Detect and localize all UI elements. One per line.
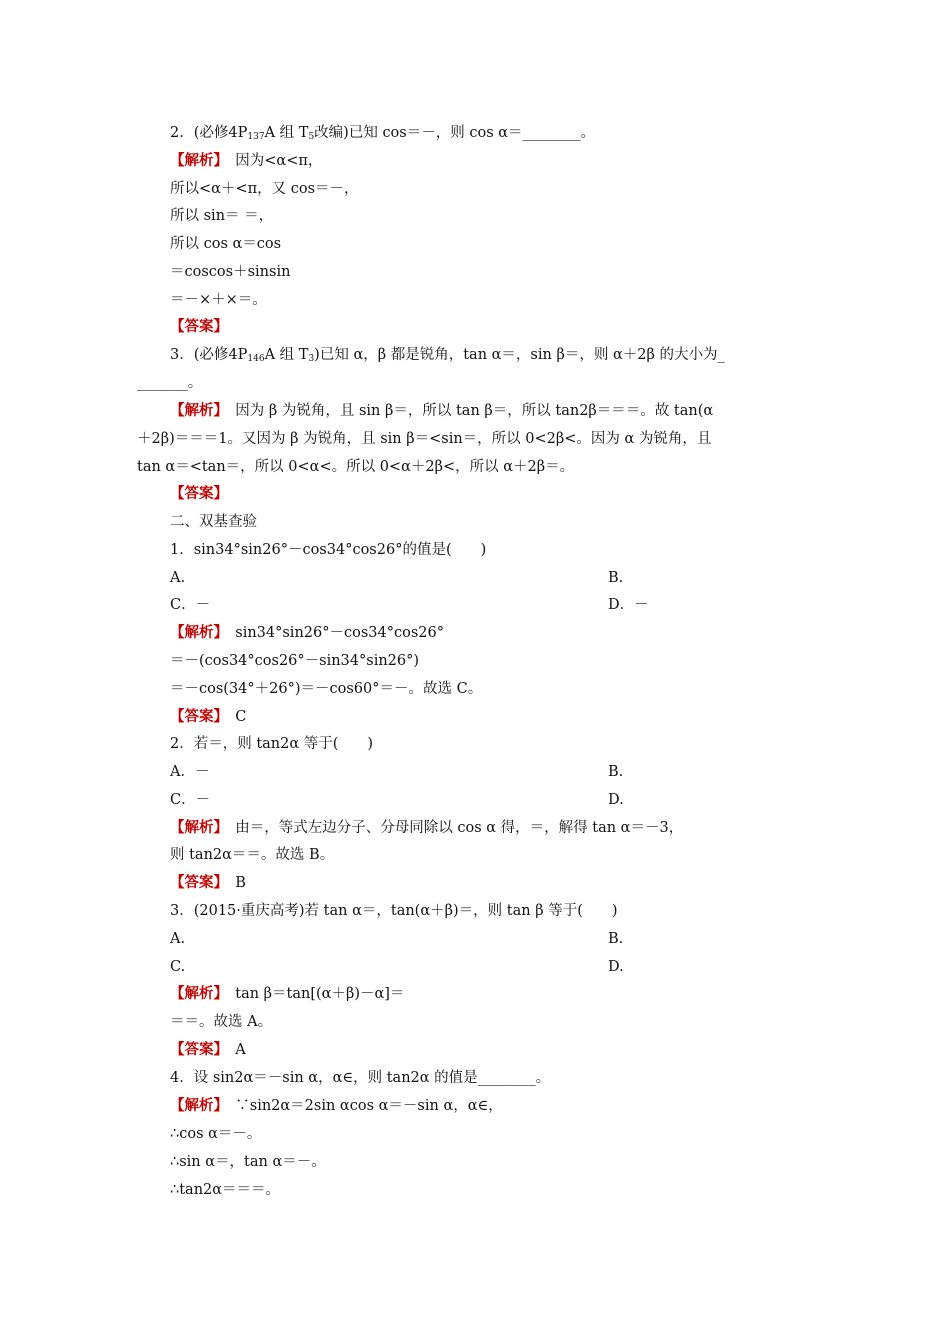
line-text: A xyxy=(220,1042,246,1058)
line-text: ＝coscos＋sinsin xyxy=(170,264,291,280)
line-l15 xyxy=(170,512,257,532)
line-text: 2．若＝，则 tan2α 等于( ) xyxy=(170,736,374,752)
line-text: C．－ xyxy=(170,792,211,808)
line-text: 4．设 sin2α＝－sin α，α∈，则 tan2α 的值是________。 xyxy=(170,1070,551,1086)
subscript-text: 5 xyxy=(308,132,315,142)
line-text: ＝－(cos34°cos26°－sin34°sin26°) xyxy=(170,653,420,669)
section-tag: 【解析】 xyxy=(170,819,221,836)
line-l03 xyxy=(170,179,359,199)
line-text: 则 tan2α＝＝。故选 B。 xyxy=(170,847,335,863)
line-text: A 组 T xyxy=(264,125,309,141)
line-text: 由＝，等式左边分子、分母同除以 cos α 得，＝，解得 tan α＝－3， xyxy=(220,820,684,836)
line-l16 xyxy=(170,540,486,560)
line-text: tan α＝<tan＝，所以 0<α<。所以 0<α＋2β<，所以 α＋2β＝。 xyxy=(137,459,575,475)
line-text: ＝－cos(34°＋26°)＝－cos60°＝－。故选 C。 xyxy=(170,681,483,697)
option-right-l18: D．－ xyxy=(608,597,649,613)
line-l23 xyxy=(170,734,373,754)
line-l38 xyxy=(170,1152,326,1172)
line-l20 xyxy=(170,651,419,671)
section-tag: 【解析】 xyxy=(170,985,221,1002)
line-l19 xyxy=(170,623,444,643)
line-text: 所以<α＋<π，又 cos＝－， xyxy=(170,181,359,197)
line-text: ＝＝。故选 A。 xyxy=(170,1014,273,1030)
option-right-l24: B. xyxy=(608,764,624,780)
line-l37 xyxy=(170,1124,261,1144)
line-l28 xyxy=(170,873,246,893)
section-tag: 【解析】 xyxy=(170,402,221,419)
subscript-text: 3 xyxy=(308,354,315,364)
line-text: C．－ xyxy=(170,597,211,613)
option-right-l31: D. xyxy=(608,959,624,975)
option-right-l25: D. xyxy=(608,792,624,808)
line-l36 xyxy=(170,1096,503,1116)
line-text: 改编)已知 cos＝－，则 cos α＝________。 xyxy=(314,125,596,141)
line-l32 xyxy=(170,984,404,1004)
line-l12 xyxy=(137,429,711,449)
line-l06 xyxy=(170,262,290,282)
line-l33 xyxy=(170,1012,272,1032)
line-text: 所以 sin＝ ＝， xyxy=(170,208,274,224)
line-l02 xyxy=(170,151,322,171)
subscript-text: 146 xyxy=(247,354,265,364)
line-l39 xyxy=(170,1180,280,1200)
line-text: ＝－×＋×＝。 xyxy=(170,292,267,308)
section-tag: 【答案】 xyxy=(170,485,228,502)
line-text: 2．(必修4P xyxy=(170,125,248,141)
line-text: sin34°sin26°－cos34°cos26° xyxy=(220,625,444,641)
line-l14 xyxy=(170,484,228,504)
line-l21 xyxy=(170,679,482,699)
line-l30 xyxy=(170,929,185,949)
section-tag: 【解析】 xyxy=(170,1097,221,1114)
line-l29 xyxy=(170,901,618,921)
line-l35 xyxy=(170,1068,550,1088)
line-l11 xyxy=(170,401,713,421)
line-text: )已知 α，β 都是锐角，tan α＝，sin β＝，则 α＋2β 的大小为_ xyxy=(314,347,725,363)
line-l07 xyxy=(170,290,267,310)
subscript-text: 137 xyxy=(247,132,265,142)
line-text: tan β＝tan[(α＋β)－α]＝ xyxy=(220,986,405,1002)
option-right-l17: B. xyxy=(608,570,624,586)
line-text: C. xyxy=(170,959,186,975)
line-l18 xyxy=(170,595,210,615)
line-text: 因为<α<π， xyxy=(220,153,323,169)
line-l05 xyxy=(170,234,281,254)
section-tag: 【答案】 xyxy=(170,1041,221,1058)
line-text: ∴tan2α＝＝＝。 xyxy=(170,1182,281,1198)
line-l25 xyxy=(170,790,210,810)
line-text: 因为 β 为锐角，且 sin β＝，所以 tan β＝，所以 tan2β＝＝＝。故 tan(α xyxy=(220,403,714,419)
line-l08 xyxy=(170,317,228,337)
line-l31 xyxy=(170,957,185,977)
line-text: ＋2β)＝＝＝1。又因为 β 为锐角，且 sin β＝<sin＝，所以 0<2β<。因为 α 为锐角，且 xyxy=(137,431,712,447)
line-text: 所以 cos α＝cos xyxy=(170,236,282,252)
line-text: _______。 xyxy=(137,375,203,391)
line-text: 二、双基查验 xyxy=(170,514,257,530)
line-text: A. xyxy=(170,570,186,586)
line-text: B xyxy=(220,875,246,891)
line-text: 1．sin34°sin26°－cos34°cos26°的值是( ) xyxy=(170,542,487,558)
line-l01 xyxy=(170,123,595,143)
line-l17 xyxy=(170,568,185,588)
line-l24 xyxy=(170,762,209,782)
line-l34 xyxy=(170,1040,246,1060)
line-text: A 组 T xyxy=(264,347,309,363)
line-l10 xyxy=(137,373,202,393)
line-text: 3．(2015·重庆高考)若 tan α＝，tan(α＋β)＝，则 tan β 等于( ) xyxy=(170,903,618,919)
option-right-l30: B. xyxy=(608,931,624,947)
line-text: C xyxy=(220,709,247,725)
line-l26 xyxy=(170,818,683,838)
line-l09 xyxy=(170,345,725,365)
line-text: A. xyxy=(170,931,186,947)
line-l13 xyxy=(137,457,574,477)
line-text: ∴sin α＝，tan α＝－。 xyxy=(170,1154,326,1170)
line-text: 3．(必修4P xyxy=(170,347,248,363)
section-tag: 【答案】 xyxy=(170,708,221,725)
line-l22 xyxy=(170,707,246,727)
section-tag: 【解析】 xyxy=(170,152,221,169)
line-l04 xyxy=(170,206,273,226)
section-tag: 【解析】 xyxy=(170,624,221,641)
line-text: ∵sin2α＝2sin αcos α＝－sin α，α∈， xyxy=(220,1098,503,1114)
section-tag: 【答案】 xyxy=(170,318,228,335)
line-text: A．－ xyxy=(170,764,210,780)
line-text: ∴cos α＝－。 xyxy=(170,1126,262,1142)
section-tag: 【答案】 xyxy=(170,874,221,891)
line-l27 xyxy=(170,845,334,865)
